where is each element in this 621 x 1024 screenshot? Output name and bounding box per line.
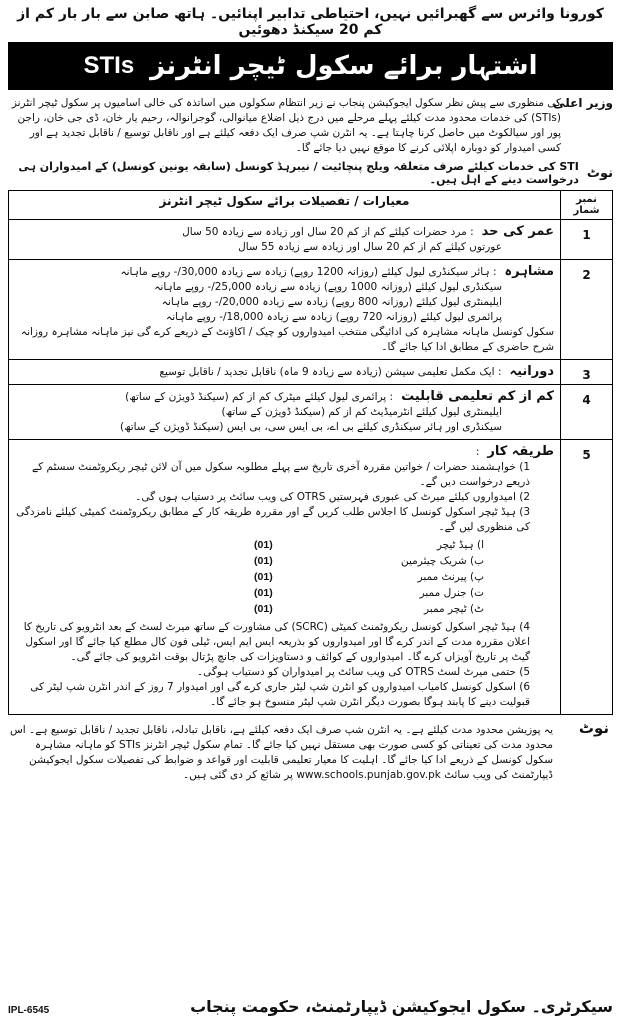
row-line: مرد حضرات کیلئے کم از کم 20 سال اور زیادہ سے زیادہ 50 سال <box>182 226 467 238</box>
top-note <box>8 160 613 186</box>
row-number: 2 <box>561 260 613 360</box>
table-row <box>9 360 613 385</box>
row-line: پرائمری لیول کیلئے (روزانہ 720 روپے) زیادہ سے زیادہ 18,000/- روپے ماہانہ <box>166 311 502 323</box>
row-body: طریقہ کار: 1) خواہشمند حضرات / خواتین مقررہ آخری تاریخ سے پہلے مطلوبہ سکول میں آن لائن ٹیچر ریکروٹمنٹ سسٹم کے ذریعے درخواست دیں گے۔ 2) امیدواروں کیلئے میرٹ کی عبوری فہرستیں OTRS کی ویب سائٹ پر دستیاب ہوں گی۔ 3) ہیڈ ٹیچر اسکول کونسل کا اجلاس طلب کریں گے اور مقررہ طریقہ کار کے مطابق ریکروٹمنٹ کمیٹی کیلئے نامزدگی کی منظوری لیں گے۔ ا) ہیڈ ٹیچر (01) ب) شریک چیئرمین (01) پ) پیرنٹ ممبر (01) ت) جنرل ممبر (01) ٹ) ٹیچر ممبر (01) 4) ہیڈ ٹیچر اسکول کونسل ریکروٹمنٹ کمیٹی (SCRC) کی مشاورت کے ساتھ میرٹ لسٹ کے بعد انٹرویو کی تاریخ کا اعلان مقررہ مدت کے اندر کرے گا اور امیدواروں کو بذریعہ ایس ایم ایس، ٹیلی فون کال مطلع کیا جائے گا اور اسکول گیٹ پر تاریخ آویزاں کرے گا۔ امیدواروں کے کوائف و دستاویزات کی جانچ پڑتال بوقت انٹرویو کی جائے گی۔ 5) حتمی میرٹ لسٹ OTRS کی ویب سائٹ پر امیدواران کو دستیاب ہوگی۔ 6) اسکول کونسل کامیاب امیدواروں کو انٹرن شپ لیٹر جاری کرے گی اور امیدوار 7 روز کے اندر انٹرن شپ لیٹر کی قبولیت دینے کا پابند ہوگا بصورت دیگر انٹرن شپ لیٹر منسوخ ہو جائے گا۔ <box>9 440 561 715</box>
row-line: ہائر سیکنڈری لیول کیلئے (روزانہ 1200 روپے) زیادہ سے زیادہ 30,000/- روپے ماہانہ <box>120 266 490 278</box>
table-row <box>9 440 613 715</box>
col-num-header: نمبر شمار <box>561 191 613 220</box>
member-count: (01) <box>254 555 273 567</box>
banner-title-en: STIs <box>83 52 135 79</box>
row-line: سیکنڈری لیول کیلئے (روزانہ 1000 روپے) زیادہ سے زیادہ 25,000/- روپے ماہانہ <box>154 281 502 293</box>
row-title: عمر کی حد <box>481 224 554 239</box>
table-row <box>9 220 613 260</box>
row-title: دورانیہ <box>509 364 554 379</box>
row-body: عمر کی حد: مرد حضرات کیلئے کم از کم 20 سال اور زیادہ سے زیادہ 50 سال عورتوں کیلئے کم از کم 20 سال اور زیادہ سے زیادہ 55 سال <box>9 220 561 260</box>
covid-notice: کورونا وائرس سے گھبرائیں نہیں، احتیاطی تدابیر اپنائیں۔ ہاتھ صابن سے بار بار کم از کم 20 سیکنڈ دھوئیں <box>17 6 604 38</box>
procedure-step: 4) ہیڈ ٹیچر اسکول کونسل ریکروٹمنٹ کمیٹی (SCRC) کی مشاورت کے ساتھ میرٹ لسٹ کے بعد انٹرویو کی تاریخ کا اعلان مقررہ مدت کے اندر کرے گا اور امیدواروں کو بذریعہ ایس ایم ایس، ٹیلی فون کال مطلع کیا جائے گا اور اسکول گیٹ پر تاریخ آویزاں کرے گا۔ امیدواروں کے کوائف و دستاویزات کی جانچ پڑتال بوقت انٹرویو کی جائے گی۔ <box>23 621 530 663</box>
member-label: ا) ہیڈ ٹیچر <box>436 539 484 551</box>
row-body: مشاہرہ: ہائر سیکنڈری لیول کیلئے (روزانہ 1200 روپے) زیادہ سے زیادہ 30,000/- روپے ماہانہ سیکنڈری لیول کیلئے (روزانہ 1000 روپے) زیادہ سے زیادہ 25,000/- روپے ماہانہ ایلیمنٹری لیول کیلئے (روزانہ 800 روپے) زیادہ سے زیادہ 20,000/- روپے ماہانہ پرائمری لیول کیلئے (روزانہ 720 روپے) زیادہ سے زیادہ 18,000/- روپے ماہانہ سکول کونسل ماہانہ مشاہرہ کی ادائیگی منتخب امیدواروں کو چیک / اکاؤنٹ کے ذریعے کرے گی نیز ماہانہ مشاہرہ روزانہ شرح حاضری کے مطابق ادا کیا جائے گا۔ <box>9 260 561 360</box>
member-count: (01) <box>254 603 273 615</box>
row-number: 1 <box>561 220 613 260</box>
procedure-step: 3) ہیڈ ٹیچر اسکول کونسل کا اجلاس طلب کریں گے اور مقررہ طریقہ کار کے مطابق ریکروٹمنٹ کمیٹی کیلئے نامزدگی کی منظوری لیں گے۔ <box>16 506 530 533</box>
intro-label: وزیر اعلیٰ <box>553 96 613 110</box>
top-note-label: نوٹ <box>586 165 613 181</box>
row-line: عورتوں کیلئے کم از کم 20 سال اور زیادہ سے زیادہ 55 سال <box>238 241 502 253</box>
member-count: (01) <box>254 539 273 551</box>
row-line: سکول کونسل ماہانہ مشاہرہ کی ادائیگی منتخب امیدواروں کو چیک / اکاؤنٹ کے ذریعے کرے گی نیز ماہانہ مشاہرہ روزانہ شرح حاضری کے مطابق ادا کیا جائے گا۔ <box>20 326 554 353</box>
member-count: (01) <box>254 571 273 583</box>
row-body: کم از کم تعلیمی قابلیت: پرائمری لیول کیلئے میٹرک کم از کم (سیکنڈ ڈویژن کے ساتھ) ایلیمنٹری لیول کیلئے انٹرمیڈیٹ کم از کم (سیکنڈ ڈویژن کے ساتھ) سیکنڈری اور ہائر سیکنڈری کیلئے بی اے، بی ایس سی، بی ایس (سیکنڈ ڈویژن کے ساتھ) <box>9 385 561 440</box>
bottom-note <box>8 719 613 783</box>
footer <box>8 997 613 1016</box>
row-number: 5 <box>561 440 613 715</box>
row-line: ایک مکمل تعلیمی سیشن (زیادہ سے زیادہ 9 ماہ) ناقابل تجدید / ناقابل توسیع <box>159 366 495 378</box>
procedure-step: 5) حتمی میرٹ لسٹ OTRS کی ویب سائٹ پر امیدواران کو دستیاب ہوگی۔ <box>196 666 530 678</box>
committee-member <box>254 602 484 617</box>
row-number: 4 <box>561 385 613 440</box>
banner-title-urdu: اشتہار برائے سکول ٹیچر انٹرنز <box>150 51 538 81</box>
intro-paragraph <box>8 96 613 156</box>
ipl-number: IPL-6545 <box>8 1005 50 1016</box>
intro-text: کی منظوری سے پیش نظر سکول ایجوکیشن پنجاب نے زیر انتظام سکولوں میں اساتذہ کی خالی اسامیوں پر سکول ٹیچر انٹرنز (STIs) کی خدمات محدود مدت کیلئے پہلے مرحلے میں درج ذیل اضلاع میانوالی، گوجرانوالہ، رحیم یار خان، ڈی جی خان، راجن پور اور سیالکوٹ میں حاصل کرنا چاہتا ہے۔ یہ انٹرن شپ صرف ایک دفعہ کیلئے ہے اور ناقابل توسیع / ناقابل تجدید ہے اور کسی امیدوار کو دوبارہ اپلائی کرنے کا موقع نہیں دیا جائے گا۔ <box>11 97 561 154</box>
row-line: ایلیمنٹری لیول کیلئے انٹرمیڈیٹ کم از کم (سیکنڈ ڈویژن کے ساتھ) <box>221 406 502 418</box>
top-note-text: STI کی خدمات کیلئے صرف متعلقہ ویلج پنچائیت / نیبرہڈ کونسل (سابقہ یونین کونسل) کے امیدواران ہی درخواست دینے کے اہل ہیں۔ <box>18 160 579 186</box>
row-title: مشاہرہ <box>504 264 554 279</box>
row-title: طریقہ کار <box>487 444 554 459</box>
procedure-step: 6) اسکول کونسل کامیاب امیدواروں کو انٹرن شپ لیٹر جاری کرے گی اور امیدوار 7 روز کے اندر انٹرن شپ لیٹر کی قبولیت دینے کا پابند ہوگا بصورت دیگر انٹرن شپ لیٹر منسوخ ہو جائے گا۔ <box>30 681 530 708</box>
member-label: پ) پیرنٹ ممبر <box>417 571 484 583</box>
procedure-step: 1) خواہشمند حضرات / خواتین مقررہ آخری تاریخ سے پہلے مطلوبہ سکول میں آن لائن ٹیچر ریکروٹمنٹ سسٹم کے ذریعے درخواست دیں گے۔ <box>32 461 530 488</box>
committee-member <box>254 554 484 569</box>
col-main-header: معیارات / تفصیلات برائے سکول ٹیچر انٹرنز <box>9 191 561 220</box>
committee-member <box>254 538 484 553</box>
row-body: دورانیہ: ایک مکمل تعلیمی سیشن (زیادہ سے زیادہ 9 ماہ) ناقابل تجدید / ناقابل توسیع <box>9 360 561 385</box>
member-count: (01) <box>254 587 273 599</box>
title-banner <box>8 42 613 90</box>
table-header-row <box>9 191 613 220</box>
member-label: ٹ) ٹیچر ممبر <box>424 603 484 615</box>
bottom-note-text: یہ پوزیشن محدود مدت کیلئے ہے۔ یہ انٹرن شپ صرف ایک دفعہ کیلئے ہے، ناقابل تبادلہ، ناقابل تجدید / ناقابل توسیع ہے۔ اس محدود مدت کی تعیناتی کو کسی صورت بھی مستقل نہیں کیا جائے گا۔ تمام سکول ٹیچر انٹرنز STIs کو ماہانہ مشاہرہ سکول کونسل کے ذریعے ادا کیا جائے گا۔ اہلیت کا معیار تعلیمی قابلیت اور قواعد و ضوابط کی تفصیلات سکول ایجوکیشن ڈیپارٹمنٹ کی ویب سائٹ www.schools.punjab.gov.pk پر شائع کر دی گئی ہیں۔ <box>9 724 553 781</box>
member-label: ب) شریک چیئرمین <box>401 555 484 567</box>
criteria-table <box>8 190 613 715</box>
row-title: کم از کم تعلیمی قابلیت <box>401 389 554 404</box>
secretary-signature: سیکرٹری۔ سکول ایجوکیشن ڈیپارٹمنٹ، حکومت پنجاب <box>190 997 613 1016</box>
row-line: ایلیمنٹری لیول کیلئے (روزانہ 800 روپے) زیادہ سے زیادہ 20,000/- روپے ماہانہ <box>161 296 502 308</box>
committee-members <box>15 538 554 617</box>
bottom-note-label: نوٹ <box>578 719 609 737</box>
member-label: ت) جنرل ممبر <box>419 587 484 599</box>
table-row <box>9 260 613 360</box>
committee-member <box>254 570 484 585</box>
row-number: 3 <box>561 360 613 385</box>
table-row <box>9 385 613 440</box>
row-line: سیکنڈری اور ہائر سیکنڈری کیلئے بی اے، بی ایس سی، بی ایس (سیکنڈ ڈویژن کے ساتھ) <box>119 421 502 433</box>
row-line: پرائمری لیول کیلئے میٹرک کم از کم (سیکنڈ ڈویژن کے ساتھ) <box>125 391 387 403</box>
procedure-step: 2) امیدواروں کیلئے میرٹ کی عبوری فہرستیں OTRS کی ویب سائٹ پر دستیاب ہوں گی۔ <box>135 491 530 503</box>
committee-member <box>254 586 484 601</box>
